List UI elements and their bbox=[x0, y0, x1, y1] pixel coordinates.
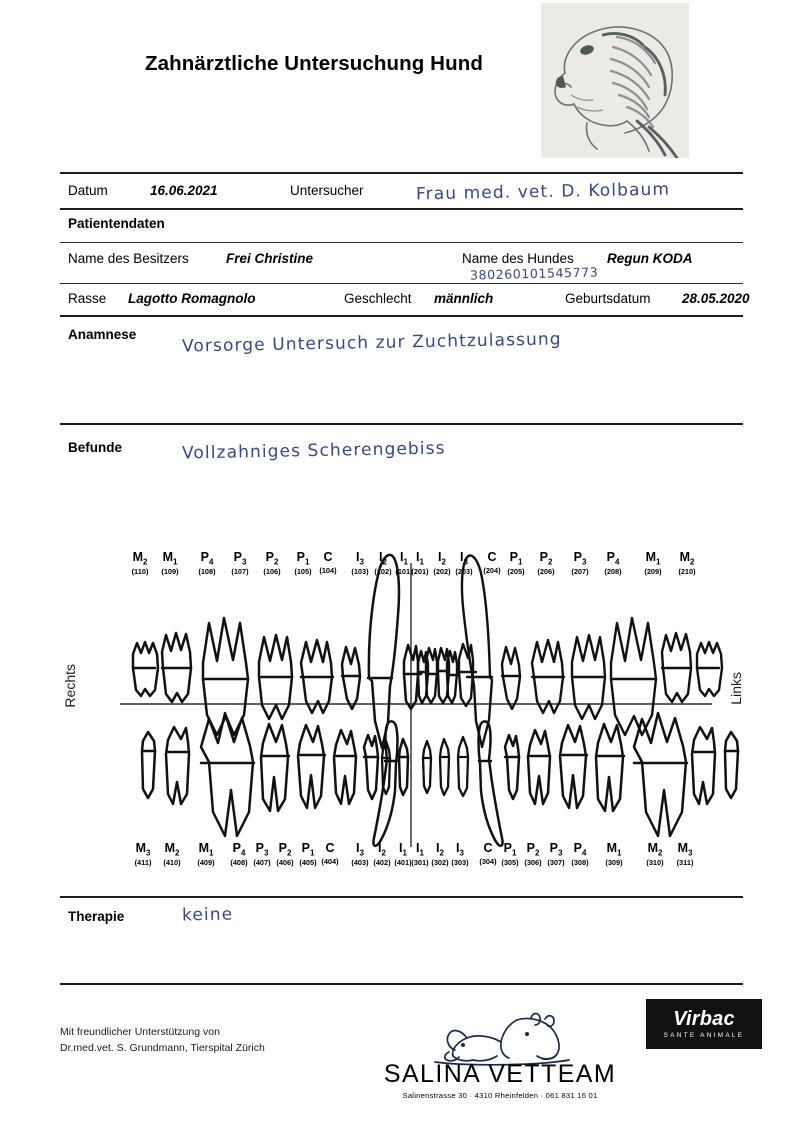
tooth-code-index: 2 bbox=[657, 848, 663, 858]
tooth-number: (109) bbox=[161, 566, 179, 576]
tooth-code-index: 4 bbox=[614, 557, 620, 567]
tooth-number: (406) bbox=[276, 857, 294, 867]
tooth-number: (209) bbox=[644, 566, 662, 576]
tooth-code-index: 3 bbox=[145, 848, 151, 858]
tooth-code-index: 3 bbox=[581, 557, 587, 567]
tooth-number: (311) bbox=[676, 857, 694, 867]
tooth-number: (309) bbox=[605, 857, 623, 867]
tooth-number: (401) bbox=[394, 857, 412, 867]
tooth-code: C bbox=[325, 841, 335, 855]
chart-side-left-label: Links bbox=[728, 672, 744, 705]
tooth-number: (203) bbox=[455, 566, 473, 576]
datum-label: Datum bbox=[68, 183, 108, 198]
microchip-number[interactable]: 380260101545773 bbox=[469, 264, 599, 283]
tooth-code: $P_2$ bbox=[539, 550, 553, 567]
breed-label: Rasse bbox=[68, 291, 107, 306]
tooth-code: $I_1$ bbox=[399, 841, 407, 858]
tooth-code-index: 4 bbox=[581, 848, 587, 858]
owner-value[interactable]: Frei Christine bbox=[226, 251, 314, 266]
virbac-logo bbox=[646, 999, 762, 1049]
tooth-number: (104) bbox=[319, 565, 337, 575]
divider bbox=[60, 983, 743, 985]
tooth-code: $I_2$ bbox=[378, 841, 386, 858]
tooth-number: (310) bbox=[646, 857, 664, 867]
tooth-code: $M_1$ bbox=[645, 550, 661, 567]
tooth-number: (303) bbox=[451, 857, 469, 867]
tooth-number: (107) bbox=[231, 566, 249, 576]
tooth-number: (302) bbox=[431, 857, 449, 867]
dog-name-value[interactable]: Regun KODA bbox=[607, 251, 693, 266]
tooth-code-index: 1 bbox=[208, 848, 214, 858]
tooth-number: (102) bbox=[374, 566, 392, 576]
tooth-code-index: 1 bbox=[517, 557, 523, 567]
tooth-code: $P_1$ bbox=[509, 550, 523, 567]
tooth-code-index: 3 bbox=[359, 557, 364, 567]
tooth-code: $P_4$ bbox=[573, 841, 587, 858]
tooth-code-index: 2 bbox=[547, 557, 553, 567]
tooth-number: (405) bbox=[299, 857, 317, 867]
tooth-code-index: 2 bbox=[174, 848, 180, 858]
tooth-number: (210) bbox=[678, 566, 696, 576]
tooth-code: $I_3$ bbox=[356, 550, 364, 567]
tooth-code: $P_4$ bbox=[200, 550, 214, 567]
tooth-code: $P_2$ bbox=[526, 841, 540, 858]
tooth-code: $P_1$ bbox=[296, 550, 310, 567]
salina-wordmark: SALINA VETTEAM bbox=[383, 1060, 617, 1088]
virbac-tagline: SANTE ANIMALE bbox=[663, 1032, 745, 1039]
tooth-code: $P_4$ bbox=[606, 550, 620, 567]
tooth-code: C bbox=[323, 550, 333, 564]
tooth-code: $M_1$ bbox=[162, 550, 178, 567]
tooth-code-index: 1 bbox=[511, 848, 517, 858]
tooth-code: C bbox=[483, 841, 493, 855]
tooth-code-index: 3 bbox=[459, 848, 464, 858]
page-title: Zahnärztliche Untersuchung Hund bbox=[145, 52, 483, 75]
tooth-code: $P_1$ bbox=[503, 841, 517, 858]
tooth-code-index: 1 bbox=[172, 557, 178, 567]
tooth-code: $I_1$ bbox=[416, 841, 424, 858]
tooth-code-index: 1 bbox=[403, 557, 408, 567]
dental-chart-diagram[interactable] bbox=[0, 535, 800, 875]
tooth-number: (205) bbox=[507, 566, 525, 576]
tooth-code: $M_2$ bbox=[679, 550, 695, 567]
tooth-code-index: 4 bbox=[208, 557, 214, 567]
tooth-number: (407) bbox=[253, 857, 271, 867]
tooth-number: (306) bbox=[524, 857, 542, 867]
tooth-code: $M_3$ bbox=[135, 841, 151, 858]
tooth-code: $I_3$ bbox=[356, 841, 364, 858]
tooth-code-index: 1 bbox=[616, 848, 622, 858]
support-line-1: Mit freundlicher Unterstützung von bbox=[60, 1026, 220, 1038]
tooth-code-index: 1 bbox=[655, 557, 661, 567]
tooth-code-index: 1 bbox=[419, 557, 424, 567]
support-credit bbox=[60, 1024, 265, 1057]
tooth-code-index: 3 bbox=[463, 557, 468, 567]
tooth-number: (305) bbox=[501, 857, 519, 867]
tooth-code: $I_2$ bbox=[438, 550, 446, 567]
salina-vetteam-logo bbox=[375, 1062, 625, 1100]
tooth-code-index: 2 bbox=[534, 848, 540, 858]
tooth-code-index: 2 bbox=[441, 557, 446, 567]
tooth-code-index: 3 bbox=[687, 848, 693, 858]
tooth-number: (404) bbox=[321, 856, 339, 866]
tooth-code-index: 3 bbox=[359, 848, 364, 858]
divider bbox=[60, 172, 743, 174]
tooth-number: (207) bbox=[571, 566, 589, 576]
divider bbox=[60, 896, 743, 898]
tooth-number: (202) bbox=[433, 566, 451, 576]
tooth-code: $M_2$ bbox=[647, 841, 663, 858]
tooth-code-index: 2 bbox=[273, 557, 279, 567]
tooth-code-index: 2 bbox=[286, 848, 292, 858]
tooth-code: C bbox=[487, 550, 497, 564]
anamnese-label: Anamnese bbox=[68, 327, 137, 342]
tooth-number: (408) bbox=[230, 857, 248, 867]
dog-name-label: Name des Hundes bbox=[462, 251, 574, 266]
tooth-number: (410) bbox=[163, 857, 181, 867]
tooth-number: (110) bbox=[131, 566, 149, 576]
owner-label: Name des Besitzers bbox=[68, 251, 189, 266]
tooth-number: (105) bbox=[294, 566, 312, 576]
tooth-number: (403) bbox=[351, 857, 369, 867]
tooth-number: (411) bbox=[134, 857, 152, 867]
untersucher-label: Untersucher bbox=[290, 183, 364, 198]
tooth-code: $I_3$ bbox=[460, 550, 468, 567]
tooth-code: $M_1$ bbox=[198, 841, 214, 858]
tooth-code: $P_3$ bbox=[255, 841, 269, 858]
tooth-number: (201) bbox=[411, 566, 429, 576]
dog-head-sketch-icon bbox=[541, 3, 689, 158]
tooth-code-index: 3 bbox=[557, 848, 563, 858]
tooth-number: (108) bbox=[198, 566, 216, 576]
divider bbox=[60, 208, 743, 210]
birthdate-value[interactable]: 28.05.2020 bbox=[682, 291, 750, 306]
tooth-code: $P_1$ bbox=[301, 841, 315, 858]
tooth-code-index: 2 bbox=[142, 557, 148, 567]
datum-value[interactable]: 16.06.2021 bbox=[150, 183, 218, 198]
tooth-number: (101) bbox=[395, 566, 413, 576]
tooth-code: $M_2$ bbox=[164, 841, 180, 858]
tooth-number: (308) bbox=[571, 857, 589, 867]
divider bbox=[60, 423, 743, 425]
tooth-code: $M_1$ bbox=[606, 841, 622, 858]
tooth-code: $P_3$ bbox=[233, 550, 247, 567]
tooth-code-index: 2 bbox=[689, 557, 695, 567]
tooth-code-index: 3 bbox=[241, 557, 247, 567]
tooth-code: $M_3$ bbox=[677, 841, 693, 858]
tooth-code: $P_3$ bbox=[549, 841, 563, 858]
tooth-code: $I_1$ bbox=[400, 550, 408, 567]
tooth-code: $I_2$ bbox=[379, 550, 387, 567]
tooth-number: (301) bbox=[411, 857, 429, 867]
tooth-number: (106) bbox=[263, 566, 281, 576]
support-line-2: Dr.med.vet. S. Grundmann, Tierspital Zürich bbox=[60, 1042, 265, 1055]
salina-address: Salinenstrasse 30 · 4310 Rheinfelden · 061 831 16 01 bbox=[402, 1091, 598, 1100]
patientendaten-label: Patientendaten bbox=[68, 216, 165, 231]
tooth-code-index: 1 bbox=[402, 848, 407, 858]
tooth-code: $I_2$ bbox=[436, 841, 444, 858]
virbac-wordmark: Virbac bbox=[673, 1008, 735, 1030]
tooth-number: (206) bbox=[537, 566, 555, 576]
anamnese-value[interactable]: Vorsorge Untersuch zur Zuchtzulassung bbox=[181, 329, 562, 357]
tooth-code-index: 4 bbox=[240, 848, 246, 858]
therapie-label: Therapie bbox=[68, 909, 125, 924]
tooth-code-index: 2 bbox=[381, 848, 386, 858]
sex-label: Geschlecht bbox=[344, 291, 412, 306]
therapie-value[interactable]: keine bbox=[181, 904, 234, 926]
untersucher-value[interactable]: Frau med. vet. D. Kolbaum bbox=[415, 179, 671, 205]
tooth-code-index: 2 bbox=[439, 848, 444, 858]
tooth-code-index: 1 bbox=[304, 557, 310, 567]
befunde-label: Befunde bbox=[68, 440, 122, 455]
tooth-code: $P_3$ bbox=[573, 550, 587, 567]
divider bbox=[60, 315, 743, 317]
birthdate-label: Geburtsdatum bbox=[565, 291, 651, 306]
tooth-code: $P_2$ bbox=[265, 550, 279, 567]
tooth-code-index: 3 bbox=[263, 848, 269, 858]
tooth-number: (307) bbox=[547, 857, 565, 867]
tooth-number: (304) bbox=[479, 856, 497, 866]
tooth-code-index: 1 bbox=[309, 848, 315, 858]
sex-value[interactable]: männlich bbox=[434, 291, 494, 306]
tooth-code: $P_2$ bbox=[278, 841, 292, 858]
divider bbox=[60, 242, 743, 243]
tooth-code-index: 2 bbox=[382, 557, 387, 567]
tooth-number: (103) bbox=[351, 566, 369, 576]
tooth-number: (204) bbox=[483, 565, 501, 575]
tooth-number: (208) bbox=[604, 566, 622, 576]
tooth-number: (402) bbox=[373, 857, 391, 867]
divider bbox=[60, 283, 743, 284]
chart-side-right-label: Rechts bbox=[62, 664, 78, 708]
tooth-code: $M_2$ bbox=[132, 550, 148, 567]
tooth-code-index: 1 bbox=[419, 848, 424, 858]
befunde-value[interactable]: Vollzahniges Scherengebiss bbox=[181, 438, 446, 464]
tooth-code: $P_4$ bbox=[232, 841, 246, 858]
tooth-code: $I_1$ bbox=[416, 550, 424, 567]
breed-value[interactable]: Lagotto Romagnolo bbox=[128, 291, 256, 306]
tooth-code: $I_3$ bbox=[456, 841, 464, 858]
tooth-number: (409) bbox=[197, 857, 215, 867]
